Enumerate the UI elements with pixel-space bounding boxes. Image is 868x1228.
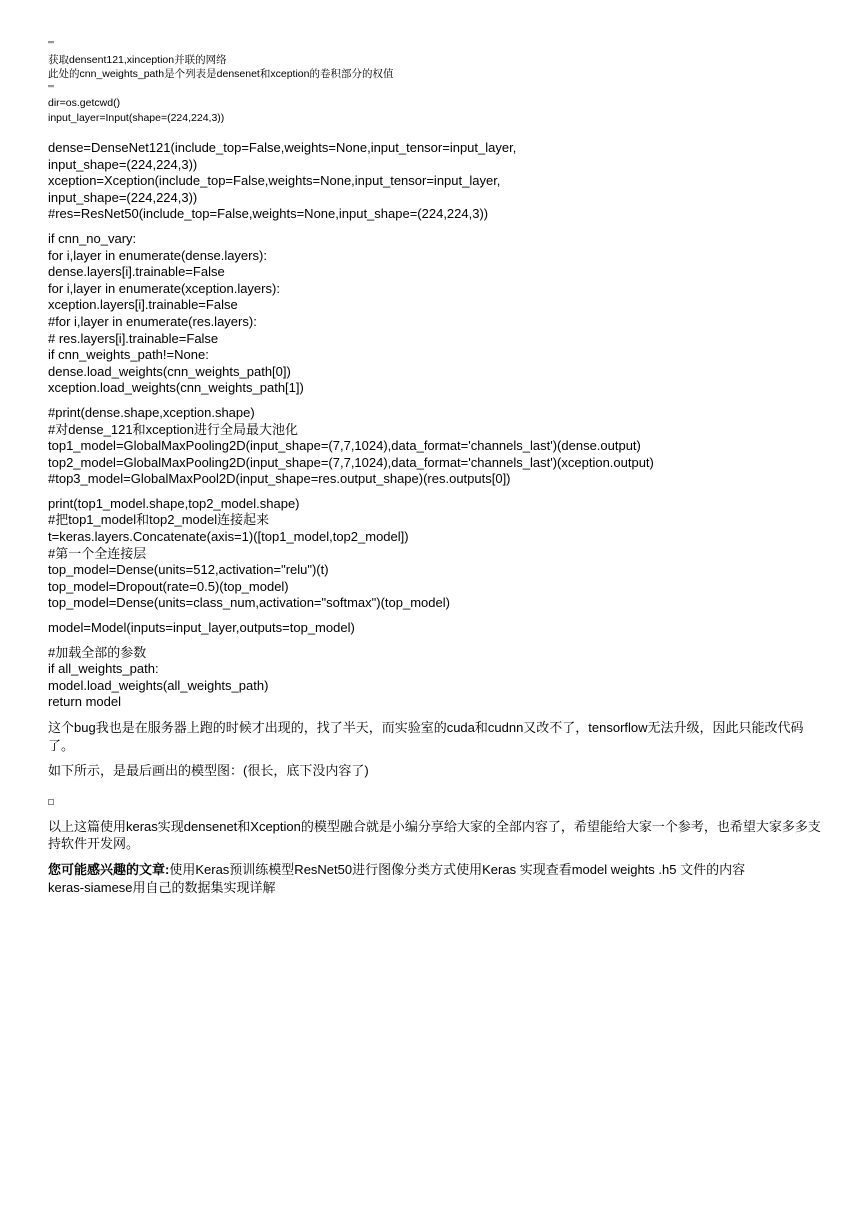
code-line: top_model=Dropout(rate=0.5)(top_model) xyxy=(48,578,289,594)
code-line: ''' xyxy=(48,82,55,95)
code-line: top_model=Dense(units=512,activation="relu")(t) xyxy=(48,562,329,578)
code-line: dense.load_weights(cnn_weights_path[0]) xyxy=(48,363,291,379)
paragraph-conclusion xyxy=(48,818,828,853)
code-line: ''' xyxy=(48,39,55,51)
code-line: if all_weights_path: xyxy=(48,661,159,677)
code-line: xception=Xception(include_top=False,weights=None,input_tensor=input_layer, xyxy=(48,173,501,189)
code-line: if cnn_no_vary: xyxy=(48,230,137,246)
code-line: dense.layers[i].trainable=False xyxy=(48,264,225,280)
related-articles xyxy=(48,861,828,896)
code-line: xception.load_weights(cnn_weights_path[1]) xyxy=(48,380,304,396)
code-line: model.load_weights(all_weights_path) xyxy=(48,677,269,693)
code-block-pooling xyxy=(48,405,828,488)
code-line: # res.layers[i].trainable=False xyxy=(48,330,219,346)
code-block-freeze xyxy=(48,231,828,397)
code-line: #第一个全连接层 xyxy=(48,545,147,561)
code-line: top1_model=GlobalMaxPooling2D(input_shape=(7,7,1024),data_format='channels_last')(dense.output) xyxy=(48,438,641,454)
paragraph-text: 这个bug我也是在服务器上跑的时候才出现的，找了半天，而实验室的cuda和cudnn又改不了，tensorflow无法升级，因此只能改代码了。 xyxy=(48,720,804,753)
code-line: #for i,layer in enumerate(res.layers): xyxy=(48,313,257,329)
code-block-dense xyxy=(48,496,828,612)
docstring-block xyxy=(48,38,828,125)
broken-image-icon xyxy=(48,799,54,805)
code-line: top2_model=GlobalMaxPooling2D(input_shape=(7,7,1024),data_format='channels_last')(xception.output) xyxy=(48,454,654,470)
code-line: t=keras.layers.Concatenate(axis=1)([top1_model,top2_model]) xyxy=(48,529,409,545)
paragraph-text: 以上这篇使用keras实现densenet和Xception的模型融合就是小编分享给大家的全部内容了，希望能给大家一个参考，也希望大家多多支持软件开发网。 xyxy=(48,818,821,852)
code-line: model=Model(inputs=input_layer,outputs=top_model) xyxy=(48,620,355,636)
code-line: #加载全部的参数 xyxy=(48,644,147,660)
code-line: #top3_model=GlobalMaxPool2D(input_shape=res.output_shape)(res.outputs[0]) xyxy=(48,471,511,487)
code-line: 获取densent121,xinception并联的网络 xyxy=(48,53,227,66)
code-line: dir=os.getcwd() xyxy=(48,97,121,109)
code-line: input_shape=(224,224,3)) xyxy=(48,189,198,205)
paragraph-bug-note xyxy=(48,719,828,754)
related-article-link[interactable]: 使用Keras预训练模型ResNet50进行图像分类方式 xyxy=(169,861,457,877)
paragraph-text: 如下所示，是最后画出的模型图：(很长，底下没内容了) xyxy=(48,763,369,779)
code-line: if cnn_weights_path!=None: xyxy=(48,347,209,363)
code-line: input_shape=(224,224,3)) xyxy=(48,156,198,172)
related-article-link[interactable]: keras-siamese用自己的数据集实现详解 xyxy=(48,879,276,895)
code-line: for i,layer in enumerate(dense.layers): xyxy=(48,247,267,263)
code-line: #res=ResNet50(include_top=False,weights=None,input_shape=(224,224,3)) xyxy=(48,206,489,222)
code-block-model xyxy=(48,620,828,637)
code-line: #print(dense.shape,xception.shape) xyxy=(48,404,255,420)
code-line: for i,layer in enumerate(xception.layers): xyxy=(48,280,280,296)
related-article-link[interactable]: 使用Keras 实现查看model weights .h5 文件的内容 xyxy=(456,861,746,877)
code-line: #把top1_model和top2_model连接起来 xyxy=(48,512,270,528)
code-line: xception.layers[i].trainable=False xyxy=(48,297,238,313)
code-block-backbones xyxy=(48,140,828,223)
paragraph-model-figure xyxy=(48,762,828,780)
code-line: 此处的cnn_weights_path是个列表是densenet和xception的卷积部分的权值 xyxy=(48,68,394,80)
code-block-load-weights xyxy=(48,645,828,711)
code-line: dense=DenseNet121(include_top=False,weights=None,input_tensor=input_layer, xyxy=(48,140,517,155)
code-line: print(top1_model.shape,top2_model.shape) xyxy=(48,495,300,511)
related-articles-label: 您可能感兴趣的文章: xyxy=(48,861,170,877)
code-line: return model xyxy=(48,694,121,710)
model-figure-image xyxy=(48,792,828,810)
code-line: top_model=Dense(units=class_num,activation="softmax")(top_model) xyxy=(48,595,450,611)
code-line: input_layer=Input(shape=(224,224,3)) xyxy=(48,111,225,124)
code-line: #对dense_121和xception进行全局最大池化 xyxy=(48,421,298,437)
